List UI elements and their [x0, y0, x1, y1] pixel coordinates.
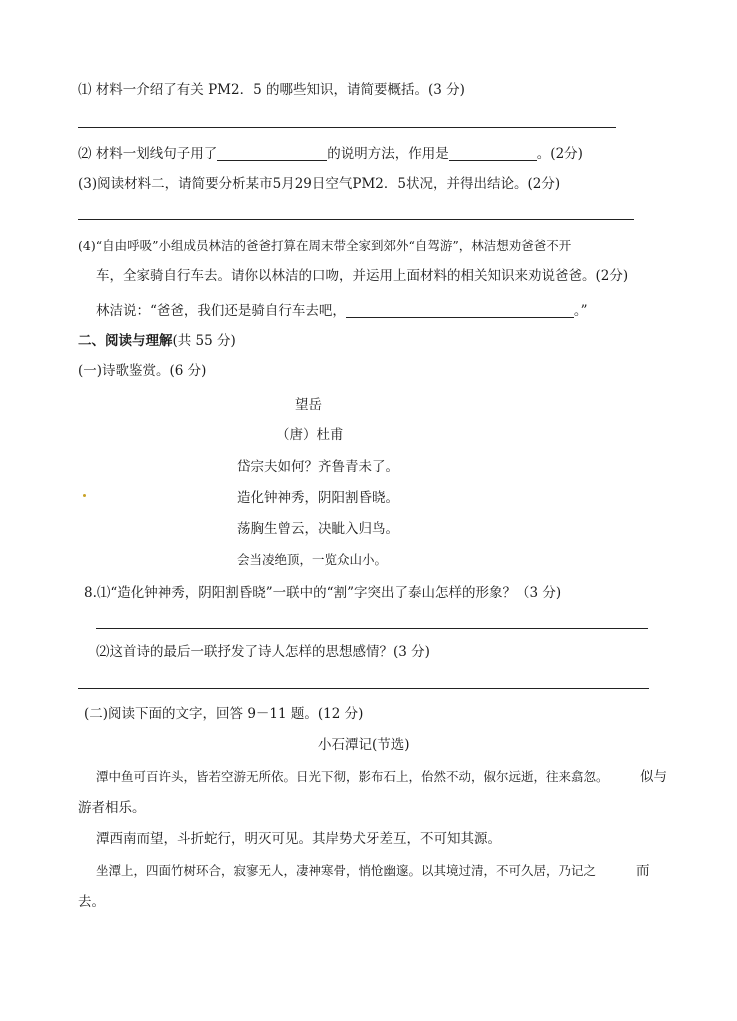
question-3: (3)阅读材料二，请简要分析某市5月29日空气PM2．5状况，并得出结论。(2分) — [78, 176, 561, 192]
answer-line-8-2[interactable] — [78, 688, 649, 689]
poem-line-1: 岱宗夫如何？齐鲁青未了。 — [237, 459, 399, 475]
passage-p2: 潭西南而望，斗折蛇行，明灭可见。其岸势犬牙差互，不可知其源。 — [96, 831, 501, 847]
question-8-1: 8.⑴“造化钟神秀，阴阳割昏晓”一联中的“割”字突出了泰山怎样的形象？（3 分) — [84, 585, 562, 601]
section-2-points: (共 55 分) — [172, 333, 236, 349]
question-4-prompt: 林洁说：“爸爸，我们还是骑自行车去吧， — [96, 303, 346, 319]
question-2-before: ⑵ 材料一划线句子用了 — [78, 146, 218, 162]
passage-p1b: 似与 — [640, 769, 667, 785]
question-2-after: 。(2分) — [536, 146, 583, 162]
question-4-line-2: 车，全家骑自行车去。请你以林洁的口吻，并运用上面材料的相关知识来劝说爸爸。(2分) — [96, 268, 629, 284]
question-4-line-3 — [96, 302, 588, 320]
passage-p3b: 而 — [636, 863, 650, 879]
passage-p1-line-1 — [96, 768, 609, 786]
poem-line-3: 荡胸生曾云，决眦入归鸟。 — [237, 521, 399, 537]
poem-line-2: 造化钟神秀，阴阳割昏晓。 — [237, 490, 399, 506]
part-1-heading: (一)诗歌鉴赏。(6 分) — [78, 363, 207, 379]
passage-p3a: 坐潭上，四面竹树环合，寂寥无人，凄神寒骨，悄怆幽邃。以其境过清，不可久居，乃记之 — [96, 863, 597, 878]
passage-title: 小石潭记(节选) — [318, 737, 410, 753]
poem-title: 望岳 — [295, 397, 322, 413]
answer-line-1[interactable] — [78, 127, 616, 128]
question-1: ⑴ 材料一介绍了有关 PM2．5 的哪些知识，请简要概括。(3 分) — [78, 82, 465, 98]
question-2-middle: 的说明方法，作用是 — [327, 146, 449, 162]
answer-blank-2a[interactable] — [217, 146, 327, 161]
passage-p1a: 潭中鱼可百许头，皆若空游无所依。日光下彻，影布石上，佁然不动，俶尔远逝，往来翕忽。 — [96, 769, 609, 784]
answer-blank-4[interactable] — [346, 303, 574, 318]
answer-blank-2b[interactable] — [449, 146, 537, 161]
question-4-line-1: (4)“自由呼吸”小组成员林洁的爸爸打算在周末带全家到郊外“自驾游”，林洁想劝爸爸不开 — [78, 238, 572, 253]
answer-line-3[interactable] — [78, 219, 634, 220]
poem-author: （唐）杜甫 — [276, 427, 344, 443]
section-2-header — [78, 332, 236, 350]
question-2 — [78, 145, 583, 163]
stray-mark — [83, 494, 86, 497]
question-4-close: 。” — [573, 303, 588, 319]
answer-line-8-1[interactable] — [96, 628, 648, 629]
poem-line-4: 会当凌绝顶，一览众山小。 — [237, 552, 388, 567]
question-8-2: ⑵这首诗的最后一联抒发了诗人怎样的思想感情？(3 分) — [96, 644, 430, 660]
passage-p3c: 去。 — [78, 894, 105, 910]
part-2-heading: (二)阅读下面的文字，回答 9－11 题。(12 分) — [84, 706, 364, 722]
section-2-title: 二、阅读与理解 — [78, 333, 173, 349]
passage-p1c: 游者相乐。 — [78, 800, 146, 816]
